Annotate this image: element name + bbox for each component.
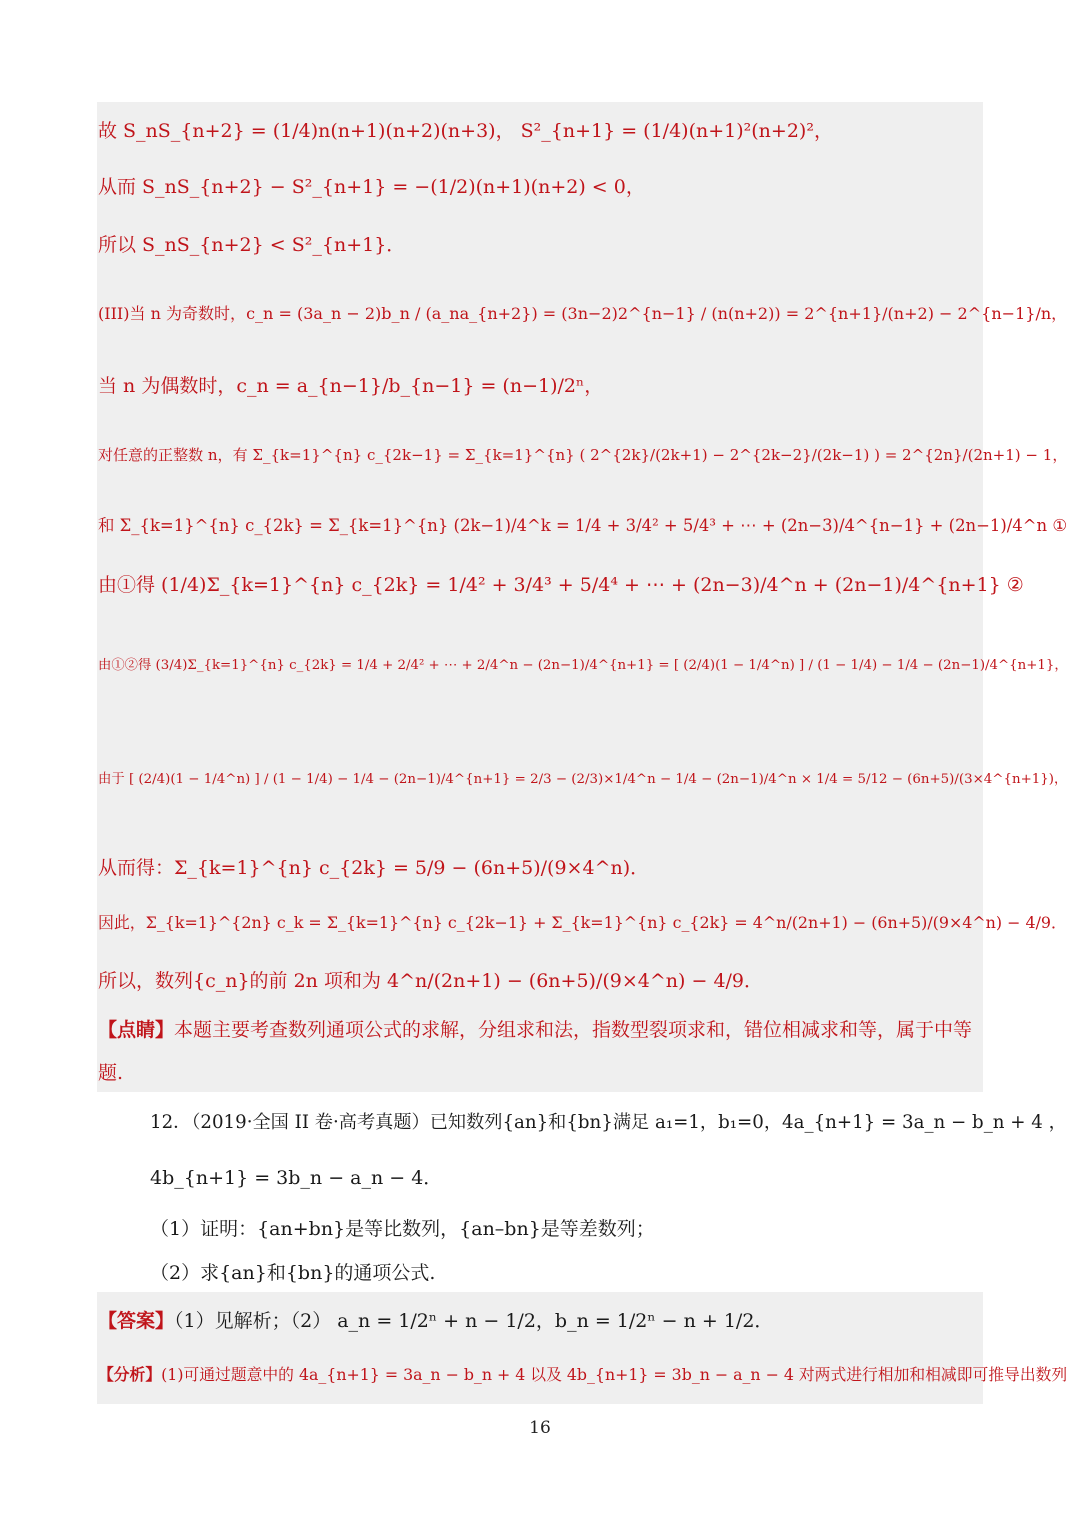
solution-line-2: 从而 S_nS_{n+2} − S²_{n+1} = −(1/2)(n+1)(n+2) < 0， xyxy=(98,176,645,198)
comment-text: 本题主要考查数列通项公式的求解，分组求和法，指数型裂项求和，错位相减求和等，属于中等 xyxy=(174,1019,973,1041)
solution-line-1: 故 S_nS_{n+2} = (1/4)n(n+1)(n+2)(n+3)， S²_{n+1} = (1/4)(n+1)²(n+2)²， xyxy=(98,120,833,142)
problem-statement-line-1: 12．（2019·全国 II 卷·高考真题）已知数列{an}和{bn}满足 a₁=1，b₁=0，4a_{n+1} = 3a_n − b_n + 4 ， xyxy=(150,1112,1067,1133)
solution-line-6: 对任意的正整数 n，有 Σ_{k=1}^{n} c_{2k−1} = Σ_{k=1}^{n} ( 2^{2k}/(2k+1) − 2^{2k−2}/(2k−1) ) = 2^{2n}/(2n+1) − 1， xyxy=(98,446,1068,464)
solution-line-10: 由于 [ (2/4)(1 − 1/4^n) ] / (1 − 1/4) − 1/4 − (2n−1)/4^{n+1} = 2/3 − (2/3)×1/4^n − 1/4 − (2n−1)/4^n × 1/4 = 5/12 − (6n+5)/(3×4^{n+1})， xyxy=(98,772,1068,787)
solution-line-4: (III)当 n 为奇数时，c_n = (3a_n − 2)b_n / (a_na_{n+2}) = (3n−2)2^{n−1} / (n(n+2)) = 2^{n+1}/(n+2) − 2^{n−1}/n， xyxy=(98,304,1068,323)
solution-line-7: 和 Σ_{k=1}^{n} c_{2k} = Σ_{k=1}^{n} (2k−1)/4^k = 1/4 + 3/4² + 5/4³ + ⋯ + (2n−3)/4^{n−1} + (2n−1)/4^n ① xyxy=(98,516,1068,535)
page-number: 16 xyxy=(529,1418,551,1438)
problem-statement-line-2: 4b_{n+1} = 3b_n − a_n − 4． xyxy=(150,1167,443,1189)
answer-line xyxy=(98,1310,773,1333)
analysis-label: 【分析】 xyxy=(98,1365,162,1384)
solution-line-12: 因此，Σ_{k=1}^{2n} c_k = Σ_{k=1}^{n} c_{2k−1} + Σ_{k=1}^{n} c_{2k} = 4^n/(2n+1) − (6n+5)/(9×4^n) − 4/9． xyxy=(98,913,1067,932)
solution-line-13: 所以，数列{c_n}的前 2n 项和为 4^n/(2n+1) − (6n+5)/(9×4^n) − 4/9． xyxy=(98,970,764,992)
comment-label: 【点睛】 xyxy=(98,1019,175,1041)
problem-part-2: （2）求{an}和{bn}的通项公式. xyxy=(150,1262,436,1284)
solution-line-9: 由①②得 (3/4)Σ_{k=1}^{n} c_{2k} = 1/4 + 2/4² + ⋯ + 2/4^n − (2n−1)/4^{n+1} = [ (2/4)(1 − 1/4^n) ] / (1 − 1/4) − 1/4 − (2n−1)/4^{n+1}， xyxy=(98,658,1068,673)
answer-shaded-block xyxy=(97,1292,983,1404)
analysis-text: (1)可通过题意中的 4a_{n+1} = 3a_n − b_n + 4 以及 4b_{n+1} = 3b_n − a_n − 4 对两式进行相加和相减即可推导出数列 xyxy=(161,1365,1068,1384)
analysis-line xyxy=(98,1366,1067,1385)
answer-label: 【答案】 xyxy=(98,1310,175,1332)
comment-line xyxy=(98,1019,972,1042)
solution-line-8: 由①得 (1/4)Σ_{k=1}^{n} c_{2k} = 1/4² + 3/4³ + 5/4⁴ + ⋯ + (2n−3)/4^n + (2n−1)/4^{n+1} ② xyxy=(98,574,1024,596)
answer-text: （1）见解析；（2） a_n = 1/2ⁿ + n − 1/2，b_n = 1/2ⁿ − n + 1/2． xyxy=(174,1310,774,1332)
solution-line-11: 从而得：Σ_{k=1}^{n} c_{2k} = 5/9 − (6n+5)/(9×4^n)． xyxy=(98,857,650,879)
solution-line-5: 当 n 为偶数时，c_n = a_{n−1}/b_{n−1} = (n−1)/2ⁿ， xyxy=(98,375,604,397)
comment-line-2: 题. xyxy=(98,1062,124,1084)
problem-part-1: （1）证明：{an+bn}是等比数列，{an–bn}是等差数列； xyxy=(150,1218,655,1240)
solution-line-3: 所以 S_nS_{n+2} < S²_{n+1}． xyxy=(98,234,406,256)
